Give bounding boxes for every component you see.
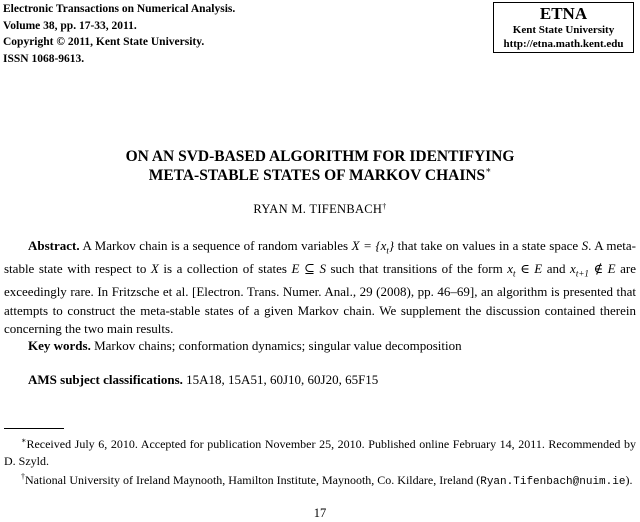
- journal-header: [3, 1, 235, 67]
- abstract-text-2: that take on values in a state space: [394, 238, 582, 253]
- etna-logo-box: [493, 2, 634, 53]
- footnote-2-text: National University of Ireland Maynooth, Hamilton Institute, Maynooth, Co. Kildare, Ireland (: [25, 473, 481, 487]
- etna-title: ETNA: [539, 4, 588, 23]
- math-xt-main: x: [507, 261, 514, 277]
- title-line-1: ON AN SVD-BASED ALGORITHM FOR IDENTIFYING: [125, 148, 515, 165]
- author-line: [0, 202, 640, 217]
- abstract-text-6: and: [542, 261, 571, 277]
- abstract-text-4: is a collection of states: [158, 261, 292, 277]
- page-number: 17: [313, 506, 327, 520]
- etna-url[interactable]: http://etna.math.kent.edu: [503, 38, 624, 50]
- math-xt1-notin-E: [570, 261, 616, 279]
- journal-volume: Volume 38, pp. 17-33, 2011.: [3, 19, 137, 32]
- math-X: X: [150, 261, 159, 277]
- math-xt-end: ∈ E: [515, 261, 543, 277]
- ams-classifications: [28, 372, 378, 388]
- paper-title: [0, 147, 640, 185]
- etna-university: Kent State University: [512, 24, 615, 36]
- abstract-text-7: are exceedingly rare. In Fritzsche et al. [Electron. Trans. Numer. Anal., 29 (2008), pp. 46–69], an algorithm is presented that attempts to construct the meta-stable states of a given Markov chain. We supplement the discussion contained therein concerning the two main results.: [4, 261, 636, 337]
- footnote-received: [4, 433, 636, 469]
- abstract-text-1: A Markov chain is a sequence of random variables: [79, 238, 352, 253]
- footnote-2-mark: †: [21, 472, 25, 481]
- footnote-divider: [4, 428, 64, 429]
- keywords-text: Markov chains; conformation dynamics; singular value decomposition: [90, 338, 462, 353]
- journal-copyright: Copyright © 2011, Kent State University.: [3, 36, 205, 48]
- math-xt1-end: ∉ E: [588, 261, 616, 277]
- math-S: S: [581, 238, 589, 253]
- math-X-def-sub: t: [386, 245, 389, 256]
- journal-name: Electronic Transactions on Numerical Analysis.: [3, 3, 236, 15]
- abstract-text-5: such that transitions of the form: [325, 261, 508, 277]
- footnote-2-end: ).: [625, 473, 633, 487]
- math-xt1-sub: t+1: [575, 268, 589, 279]
- abstract-text-3: . A meta-stable state with respect to: [4, 238, 636, 277]
- ams-label: AMS subject classifications.: [28, 372, 183, 387]
- footnote-1-text: Received July 6, 2010. Accepted for publication November 25, 2010. Published online February 14, 2011. Recommended by D. Szyld.: [4, 437, 636, 468]
- math-E-subset-S: E ⊆ S: [291, 261, 326, 277]
- author-email-link[interactable]: Ryan.Tifenbach@nuim.ie: [480, 476, 626, 488]
- footnote-1-mark: ∗: [21, 436, 27, 445]
- math-xt1-main: x: [570, 261, 576, 277]
- math-X-def: [351, 238, 395, 256]
- abstract-label: Abstract.: [28, 238, 80, 253]
- math-xt-sub: t: [513, 268, 516, 279]
- author-footnote-mark[interactable]: †: [382, 202, 387, 211]
- author-name: RYAN M. TIFENBACH: [253, 202, 383, 216]
- math-X-def-end: }: [388, 238, 395, 253]
- footnote-affiliation: [4, 469, 636, 491]
- ams-text: 15A18, 15A51, 60J10, 60J20, 65F15: [182, 372, 379, 387]
- title-line-2: META-STABLE STATES OF MARKOV CHAINS: [148, 167, 486, 184]
- math-xt-in-E: [507, 261, 543, 279]
- abstract: [4, 237, 636, 339]
- math-X-def-main: X = {x: [351, 238, 387, 253]
- title-footnote-mark[interactable]: ∗: [485, 165, 492, 175]
- footnotes: [4, 433, 636, 491]
- keywords-label: Key words.: [28, 338, 91, 353]
- keywords: [28, 338, 462, 354]
- journal-issn: ISSN 1068-9613.: [3, 52, 85, 65]
